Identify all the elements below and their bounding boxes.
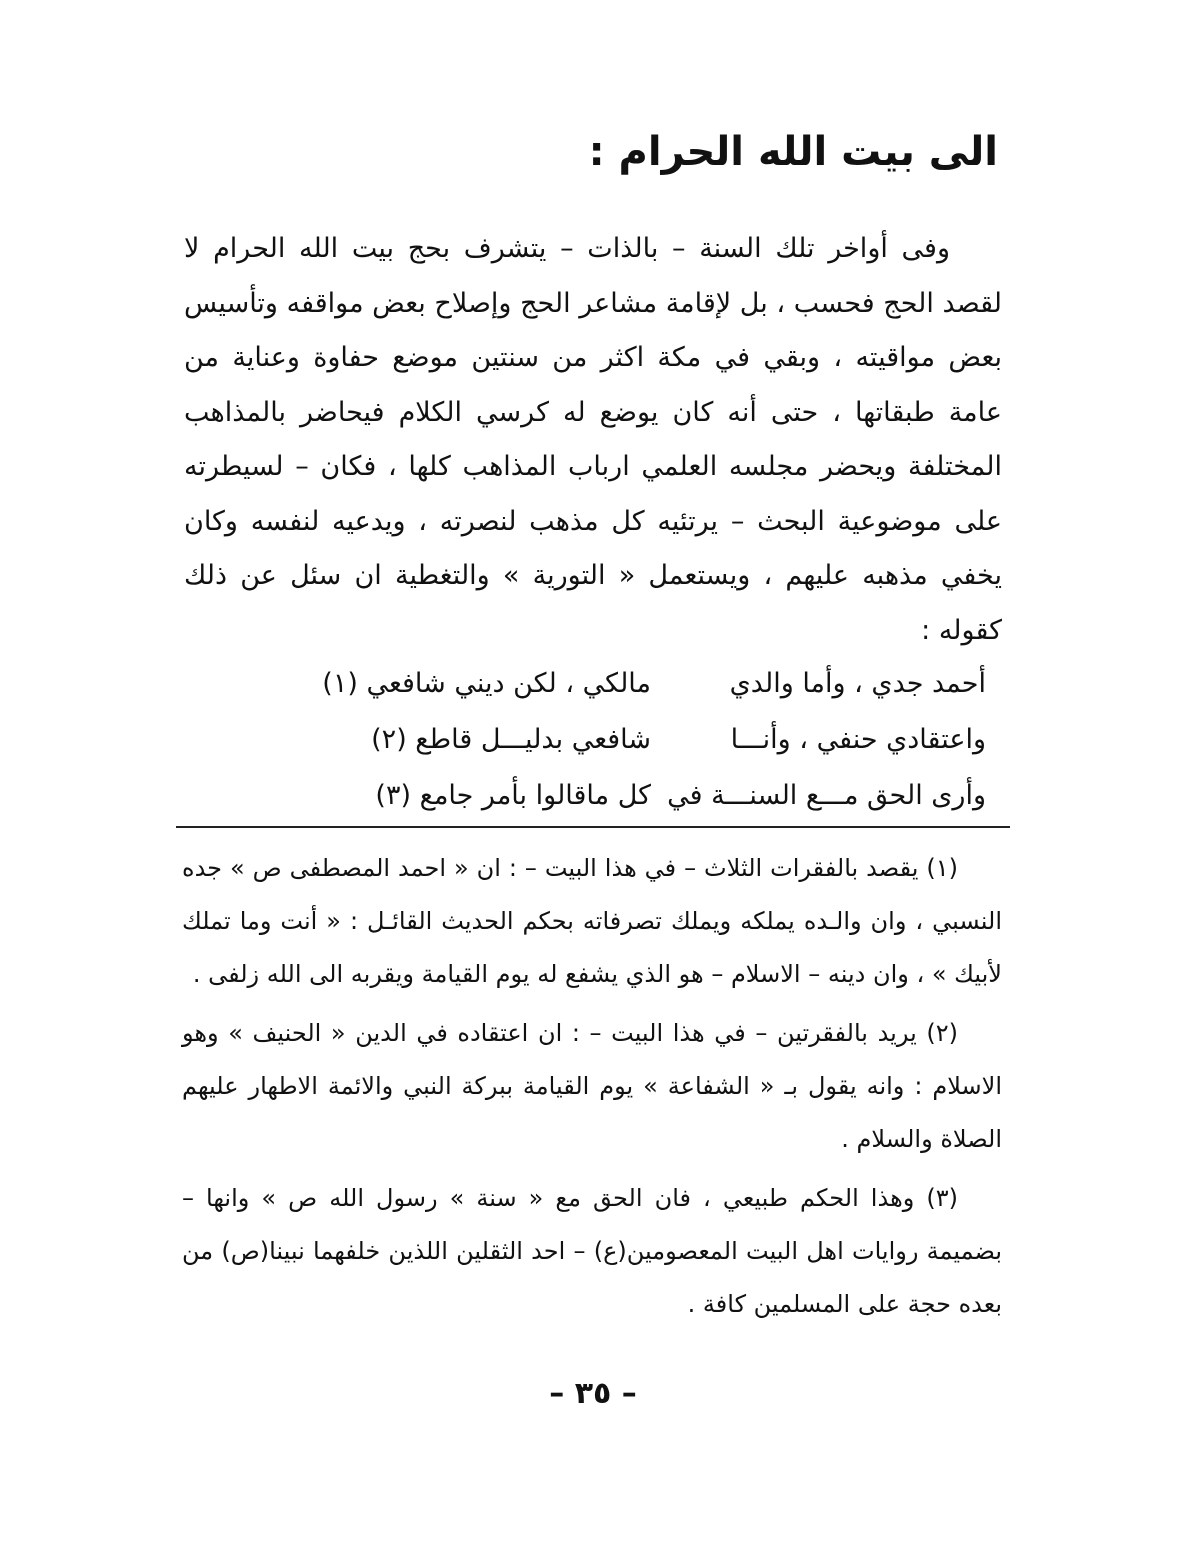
verse-row bbox=[186, 712, 986, 768]
footnotes bbox=[182, 842, 1002, 1337]
footnote-1: (١) يقصد بالفقرات الثلاث – في هذا البيت – : ان « احمد المصطفى ص » جده النسبي ، وان والـده يملكه ويملك تصرفاته بحكم الحديث القائـل : « أنت وما تملك لأبيك » ، وان دينه – الاسلام – هو الذي يشفع له يوم القيامة ويقربه الى الله زلفى . bbox=[182, 854, 1002, 988]
footnote-2: (٢) يريد بالفقرتين – في هذا البيت – : ان اعتقاده في الدين « الحنيف » وهو الاسلام : وانه يقول بـ « الشفاعة » يوم القيامة ببركة النبي والائمة الاطهار عليهم الصلاة والسلام . bbox=[182, 1019, 1002, 1153]
verse-first-hemistich: وأرى الحق مـــع السنـــة في bbox=[667, 780, 986, 811]
verse-first-hemistich: أحمد جدي ، وأما والدي bbox=[729, 668, 986, 699]
verse-second-hemistich: شافعي بدليـــل قاطع (٢) bbox=[371, 724, 651, 755]
verse-second-hemistich: مالكي ، لكن ديني شافعي (١) bbox=[322, 668, 651, 699]
page-number: – ٣٥ – bbox=[549, 1376, 637, 1411]
verse-first-hemistich: واعتقادي حنفي ، وأنـــا bbox=[730, 724, 986, 755]
verse-row bbox=[186, 656, 986, 712]
verse-row bbox=[186, 768, 986, 824]
footnote-divider bbox=[176, 826, 1010, 828]
footnote-3: (٣) وهذا الحكم طبيعي ، فان الحق مع « سنة » رسول الله ص » وانها – بضميمة روايات اهل البيت المعصومين(ع) – احد الثقلين اللذين خلفهما نبينا(ص) من بعده حجة على المسلمين كافة . bbox=[182, 1184, 1002, 1318]
poem-verses bbox=[186, 656, 986, 824]
main-text bbox=[184, 222, 1002, 658]
section-heading: الى بيت الله الحرام : bbox=[588, 129, 998, 175]
body-paragraph: وفى أواخر تلك السنة – بالذات – يتشرف بحج بيت الله الحرام لا لقصد الحج فحسب ، بل لإقامة مشاعر الحج وإصلاح بعض مواقفه وتأسيس بعض مواقيته ، وبقي في مكة اكثر من سنتين موضع حفاوة وعناية من عامة طبقاتها ، حتى أنه كان يوضع له كرسي الكلام فيحاضر بالمذاهب المختلفة ويحضر مجلسه العلمي ارباب المذاهب كلها ، فكان – لسيطرته على موضوعية البحث – يرتئيه كل مذهب لنصرته ، ويدعيه لنفسه وكان يخفي مذهبه عليهم ، ويستعمل « التورية » والتغطية ان سئل عن ذلك كقوله : bbox=[184, 233, 1002, 646]
verse-second-hemistich: كل ماقالوا بأمر جامع (٣) bbox=[375, 780, 651, 811]
